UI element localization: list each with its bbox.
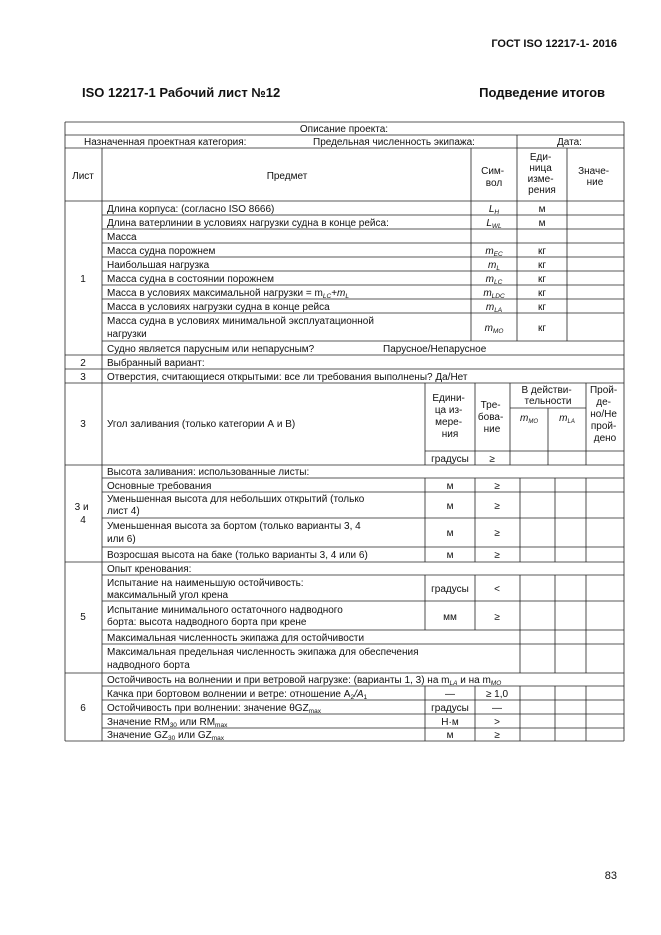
section-title: Подведение итогов — [479, 85, 605, 100]
item-unit: градусы — [431, 454, 469, 465]
item-text: Выбранный вариант: — [107, 358, 205, 369]
item-text-line: надводного борта — [107, 660, 190, 671]
item-text: Возросшая высота на баке (только варианты 3, 4 или 6) — [107, 550, 368, 561]
item-unit: Н·м — [441, 717, 459, 728]
item-unit: м — [446, 481, 454, 492]
item-text-line: Уменьшенная высота за бортом (только варианты 3, 4 — [107, 521, 361, 532]
unit-header-line: ца из- — [434, 405, 463, 416]
sheet-number: 2 — [80, 358, 86, 369]
item-text: Максимальная численность экипажа для остойчивости — [107, 633, 365, 644]
symbol-base: L — [486, 218, 492, 229]
symbol-subscript: LDC — [491, 293, 505, 300]
actual-col-symbol — [520, 413, 538, 425]
symbol-subscript: LA — [494, 307, 503, 314]
unit-header-line: ния — [441, 429, 459, 440]
col-symbol-line: Сим- — [481, 166, 505, 177]
item-text-sub: max — [211, 735, 224, 742]
item-text-line: Испытание на наименьшую остойчивость: — [107, 578, 304, 589]
col-value-header — [578, 166, 612, 188]
design-category-label: Назначенная проектная категория: — [84, 137, 247, 148]
item-text: Масса судна в состоянии порожнем — [107, 274, 275, 285]
item-unit: м — [538, 218, 546, 229]
item-symbol — [488, 260, 500, 272]
item-text-sub: 30 — [168, 735, 176, 742]
item-unit: кг — [537, 274, 547, 285]
item-text-sub: L — [345, 293, 349, 300]
col-sheet-header: Лист — [72, 171, 94, 182]
item-text-main: Качка при бортовом волнении и ветре: отношение A — [107, 689, 351, 700]
pass-header — [590, 385, 620, 444]
sheet-number: 3 — [80, 372, 86, 383]
item-text: Отверстия, считающиеся открытыми: все ли требования выполнены? Да/Нет — [107, 372, 468, 383]
col-value-line: Значе- — [578, 166, 610, 177]
item-text — [107, 688, 368, 701]
requirement-header-line: бова- — [477, 412, 504, 423]
item-text-sub: LC — [322, 293, 332, 300]
col-unit-line: рения — [528, 185, 556, 196]
standard-code: ГОСТ ISO 12217-1- 2016 — [491, 38, 617, 50]
item-text-sub: 2 — [350, 694, 355, 701]
col-unit-line: Еди- — [529, 152, 552, 163]
item-symbol — [483, 288, 505, 300]
item-text-line: нагрузки — [107, 329, 147, 340]
item-unit: кг — [537, 260, 547, 271]
requirement-header — [478, 400, 506, 435]
item-unit: м — [446, 730, 454, 741]
project-description-label: Описание проекта: — [299, 124, 389, 135]
item-text: Масса — [107, 232, 137, 243]
pass-header-line: де- — [596, 397, 611, 408]
sheet-number: 1 — [80, 274, 86, 285]
item-requirement: < — [494, 584, 500, 595]
actual-header — [521, 385, 574, 407]
col-unit-header — [528, 152, 557, 196]
pass-header-line: но/Не — [590, 409, 617, 420]
item-text-line: Масса судна в условиях минимальной эксплуатационной — [107, 316, 374, 327]
sheet-number-line: 4 — [80, 515, 86, 526]
item-text-main: Значение GZ — [107, 730, 169, 741]
worksheet-title: ISO 12217-1 Рабочий лист №12 — [82, 85, 281, 100]
symbol-base: m — [484, 323, 493, 334]
symbol-base: L — [488, 204, 495, 215]
item-unit: кг — [537, 288, 547, 299]
col-symbol-line: вол — [485, 178, 503, 189]
symbol-subscript: H — [494, 209, 500, 216]
item-text: Судно является парусным или непарусным? — [107, 344, 315, 355]
item-requirement: ≥ — [494, 612, 500, 623]
item-requirement: ≥ — [494, 528, 500, 539]
item-text-or: или GZ — [175, 730, 212, 741]
sheet-number: 6 — [80, 703, 86, 714]
item-text-line: Уменьшенная высота для небольших открытий (только — [107, 494, 365, 505]
item-text-line: Максимальная предельная численность экипажа для обеспечения — [107, 647, 419, 658]
item-text-line: максимальный угол крена — [107, 590, 229, 601]
item-symbol — [486, 218, 502, 230]
unit-header-line: Едини- — [432, 393, 465, 404]
item-text-main: Значение RM — [107, 717, 170, 728]
item-text — [107, 493, 367, 517]
pass-header-line: Прой- — [589, 385, 618, 396]
unit-header-line: мере- — [435, 417, 463, 428]
item-requirement: ≥ — [494, 481, 500, 492]
item-text — [107, 730, 225, 742]
sailing-answer: Парусное/Непарусное — [383, 344, 487, 355]
item-text-main: Остойчивость на волнении и при ветровой нагрузке: (варианты 1, 3) на m — [107, 675, 450, 686]
item-unit: м — [446, 528, 454, 539]
item-text-and: и на m — [457, 675, 491, 686]
item-text: Длина ватерлинии в условиях нагрузки судна в конце рейса: — [107, 218, 389, 229]
item-text — [107, 646, 421, 671]
item-text: Длина корпуса: (согласно ISO 8666) — [107, 204, 275, 215]
item-requirement: > — [494, 717, 500, 728]
item-unit: кг — [537, 302, 547, 313]
item-text: Масса судна порожнем — [107, 246, 216, 257]
item-requirement: ≥ — [494, 730, 500, 741]
actual-header-line: В действи- — [521, 385, 572, 396]
item-text-sub: MO — [490, 680, 502, 687]
symbol-base: m — [485, 302, 495, 313]
item-unit: м — [446, 550, 454, 561]
item-text-sub: 30 — [169, 722, 177, 729]
symbol-subscript: LA — [567, 419, 575, 425]
symbol-base: m — [488, 260, 497, 271]
item-requirement: ≥ 1,0 — [485, 689, 509, 700]
item-text — [107, 675, 501, 687]
item-text — [107, 316, 377, 340]
sheet-number: 3 — [80, 419, 86, 430]
item-text-sub: max — [215, 722, 228, 729]
symbol-base: m — [519, 413, 529, 424]
item-text-line: Испытание минимального остаточного надводного — [107, 605, 343, 616]
symbol-subscript: WL — [491, 223, 502, 230]
item-unit: градусы — [431, 703, 469, 714]
pass-header-line: прой- — [590, 421, 617, 432]
item-symbol — [486, 302, 502, 314]
item-text: Основные требования — [107, 481, 212, 492]
item-text — [107, 288, 349, 300]
item-text — [107, 605, 346, 628]
item-requirement: ≥ — [489, 454, 495, 465]
item-text — [107, 578, 306, 601]
actual-col-symbol — [559, 413, 575, 425]
item-unit: м — [538, 204, 546, 215]
item-unit: кг — [537, 323, 547, 334]
item-text-sub: LA — [449, 680, 458, 687]
symbol-base: m — [485, 274, 495, 285]
col-unit-line: изме- — [527, 174, 554, 185]
sheet-number-line: 3 и — [74, 502, 89, 513]
col-unit-line: ница — [529, 163, 552, 174]
crew-limit-label: Предельная численность экипажа: — [313, 137, 475, 148]
item-symbol — [486, 274, 503, 286]
date-label: Дата: — [557, 137, 582, 148]
item-text-main: Остойчивость при волнении: значение θGZ — [107, 703, 309, 714]
sheet-number: 5 — [80, 612, 86, 623]
page-number: 83 — [604, 870, 617, 882]
symbol-base: m — [559, 413, 568, 424]
symbol-subscript: MO — [528, 419, 539, 425]
item-text — [107, 717, 228, 729]
symbol-subscript: L — [496, 265, 500, 272]
item-text-or: или RM — [176, 717, 216, 728]
item-requirement: ≥ — [494, 550, 500, 561]
item-text-plus: +m — [331, 288, 346, 299]
item-text-line: борта: высота надводного борта при крене — [107, 617, 307, 628]
item-text-line: или 6) — [107, 534, 136, 545]
item-unit: градусы — [431, 584, 469, 595]
symbol-base: m — [483, 288, 492, 299]
symbol-subscript: MO — [492, 328, 504, 335]
symbol-base: m — [485, 246, 494, 257]
item-requirement: — — [492, 703, 502, 714]
item-text-slash: /A — [354, 689, 364, 700]
item-text: Наибольшая нагрузка — [107, 260, 210, 271]
requirement-header-line: Тре- — [480, 400, 501, 411]
unit-header — [432, 393, 467, 440]
item-text-main: Масса в условиях максимальной нагрузки = m — [107, 288, 323, 299]
item-text-line: лист 4) — [107, 506, 140, 517]
item-symbol — [489, 204, 500, 216]
actual-header-line: тельности — [524, 396, 572, 407]
item-text-sub: max — [308, 708, 321, 715]
item-unit: — — [445, 689, 455, 700]
item-unit: мм — [443, 612, 457, 623]
item-text — [107, 703, 322, 715]
sheet-number — [75, 502, 92, 526]
item-unit: кг — [537, 246, 547, 257]
col-value-line: ние — [586, 177, 604, 188]
symbol-subscript: LC — [494, 279, 503, 286]
pass-header-line: дено — [593, 433, 617, 444]
col-symbol-header — [481, 166, 507, 189]
item-text: Угол заливания (только категории А и В) — [107, 419, 296, 430]
item-text: Высота заливания: использованные листы: — [107, 467, 310, 478]
item-text: Опыт кренования: — [107, 564, 192, 575]
item-unit: м — [446, 501, 454, 512]
item-symbol — [485, 246, 503, 258]
col-subject-header: Предмет — [266, 171, 308, 182]
item-requirement: ≥ — [494, 501, 500, 512]
item-text-sub: 1 — [363, 694, 368, 701]
item-text — [107, 520, 363, 545]
item-symbol — [485, 323, 504, 335]
symbol-subscript: EC — [493, 251, 503, 258]
item-text: Масса в условиях нагрузки судна в конце рейса — [107, 302, 330, 313]
requirement-header-line: ние — [483, 424, 501, 435]
